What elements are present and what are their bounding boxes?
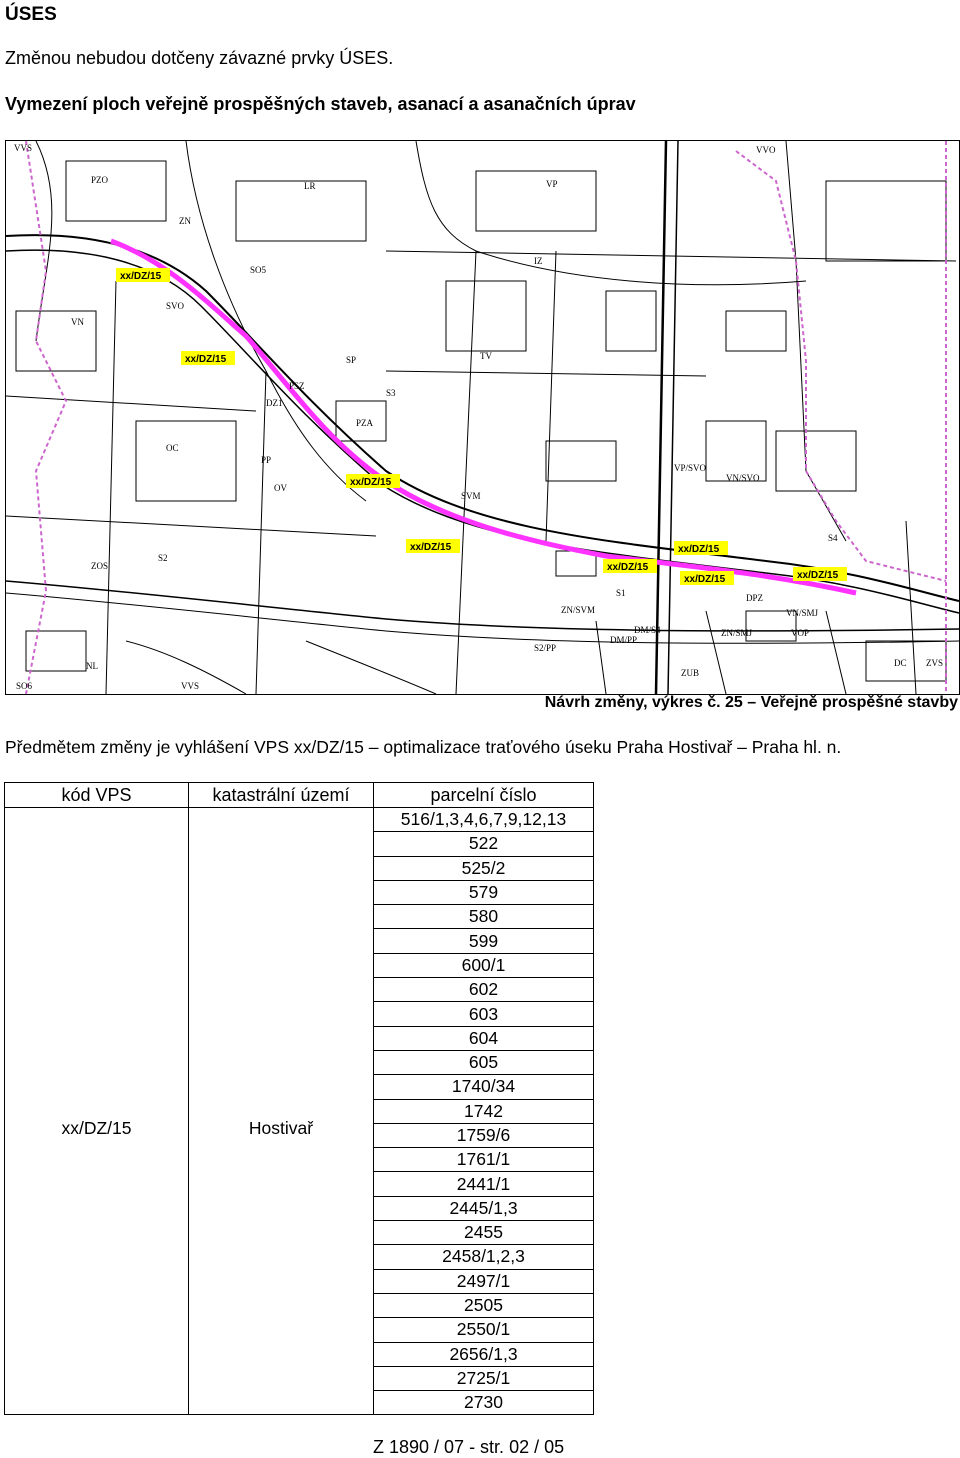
parcel-number-cell: 579 — [374, 880, 594, 904]
svg-text:DZ1: DZ1 — [266, 398, 283, 408]
svg-text:SO6: SO6 — [16, 681, 33, 691]
header-area: katastrální území — [189, 783, 374, 808]
header-parcel: parcelní číslo — [374, 783, 594, 808]
svg-text:VVS: VVS — [14, 143, 33, 153]
svg-text:VVS: VVS — [181, 681, 200, 691]
parcel-number-cell: 2730 — [374, 1391, 594, 1415]
svg-text:PZA: PZA — [356, 418, 374, 428]
subject-statement: Předmětem změny je vyhlášení VPS xx/DZ/15 – optimalizace traťového úseku Praha Hostivař – Praha hl. n. — [5, 737, 842, 757]
svg-text:ZVS: ZVS — [926, 658, 944, 668]
parcel-number-cell: 605 — [374, 1050, 594, 1074]
svg-text:xx/DZ/15: xx/DZ/15 — [350, 477, 392, 488]
svg-text:IZ: IZ — [534, 256, 543, 266]
svg-text:VP/SVO: VP/SVO — [674, 463, 707, 473]
parcel-number-cell: 522 — [374, 832, 594, 856]
svg-text:NL: NL — [86, 661, 98, 671]
svg-text:VVO: VVO — [756, 145, 776, 155]
svg-text:DPZ: DPZ — [746, 593, 764, 603]
parcel-number-cell: 599 — [374, 929, 594, 953]
parcel-number-cell: 2445/1,3 — [374, 1196, 594, 1220]
svg-text:PSZ: PSZ — [289, 381, 305, 391]
svg-text:xx/DZ/15: xx/DZ/15 — [678, 544, 720, 555]
svg-text:S2: S2 — [158, 553, 168, 563]
parcel-number-cell: 1742 — [374, 1099, 594, 1123]
table-row — [5, 808, 594, 832]
parcel-number-cell: 2458/1,2,3 — [374, 1245, 594, 1269]
parcel-number-cell: 2725/1 — [374, 1366, 594, 1390]
svg-text:xx/DZ/15: xx/DZ/15 — [684, 574, 726, 585]
svg-text:TV: TV — [480, 351, 492, 361]
vps-table — [4, 782, 594, 1415]
svg-text:PP: PP — [261, 455, 272, 465]
svg-text:xx/DZ/15: xx/DZ/15 — [797, 570, 839, 581]
svg-text:DM/S4: DM/S4 — [634, 625, 661, 635]
parcel-number-cell: 2455 — [374, 1221, 594, 1245]
svg-text:SVO: SVO — [166, 301, 185, 311]
parcel-number-cell: 2550/1 — [374, 1318, 594, 1342]
svg-text:SO5: SO5 — [250, 265, 267, 275]
svg-text:S1: S1 — [616, 588, 626, 598]
svg-text:OC: OC — [166, 443, 179, 453]
svg-text:ZN/SMJ: ZN/SMJ — [721, 628, 753, 638]
svg-text:xx/DZ/15: xx/DZ/15 — [120, 271, 162, 282]
svg-text:S2/PP: S2/PP — [534, 643, 557, 653]
svg-text:ZN: ZN — [179, 216, 191, 226]
svg-text:SVM: SVM — [461, 491, 481, 501]
svg-text:xx/DZ/15: xx/DZ/15 — [410, 542, 452, 553]
svg-text:LR: LR — [304, 181, 316, 191]
svg-text:ZOS: ZOS — [91, 561, 109, 571]
uses-statement: Změnou nebudou dotčeny závazné prvky ÚSES. — [5, 48, 394, 68]
cadastral-area-cell: Hostivař — [189, 808, 374, 1415]
parcel-number-cell: 602 — [374, 978, 594, 1002]
svg-text:ZUB: ZUB — [681, 668, 699, 678]
vps-code-cell: xx/DZ/15 — [5, 808, 189, 1415]
parcel-number-cell: 525/2 — [374, 856, 594, 880]
svg-text:S3: S3 — [386, 388, 396, 398]
svg-text:VOP: VOP — [791, 628, 810, 638]
svg-text:DM/PP: DM/PP — [610, 635, 638, 645]
svg-text:VN: VN — [71, 317, 84, 327]
parcel-number-cell: 1759/6 — [374, 1123, 594, 1147]
svg-text:VN/SVO: VN/SVO — [726, 473, 760, 483]
map-caption: Návrh změny, výkres č. 25 – Veřejně prospěšné stavby — [544, 694, 958, 711]
parcel-number-cell: 604 — [374, 1026, 594, 1050]
svg-text:PZO: PZO — [91, 175, 109, 185]
parcel-number-cell: 2441/1 — [374, 1172, 594, 1196]
parcel-number-cell: 600/1 — [374, 953, 594, 977]
svg-text:OV: OV — [274, 483, 287, 493]
svg-text:xx/DZ/15: xx/DZ/15 — [607, 562, 649, 573]
svg-text:VP: VP — [546, 179, 558, 189]
parcel-number-cell: 2505 — [374, 1293, 594, 1317]
header-code: kód VPS — [5, 783, 189, 808]
parcel-number-cell: 1761/1 — [374, 1148, 594, 1172]
vps-heading: Vymezení ploch veřejně prospěšných staveb, asanací a asanačních úprav — [5, 94, 636, 114]
cadastral-map — [5, 140, 960, 695]
svg-text:S4: S4 — [828, 533, 838, 543]
svg-text:VN/SMJ: VN/SMJ — [786, 608, 819, 618]
svg-text:DC: DC — [894, 658, 907, 668]
parcel-number-cell: 516/1,3,4,6,7,9,12,13 — [374, 808, 594, 832]
parcel-number-cell: 603 — [374, 1002, 594, 1026]
page-footer: Z 1890 / 07 - str. 02 / 05 — [373, 1437, 565, 1457]
section-heading: ÚSES — [5, 4, 57, 25]
parcel-number-cell: 1740/34 — [374, 1075, 594, 1099]
parcel-number-cell: 2656/1,3 — [374, 1342, 594, 1366]
svg-text:ZN/SVM: ZN/SVM — [561, 605, 596, 615]
svg-text:xx/DZ/15: xx/DZ/15 — [185, 354, 227, 365]
svg-text:SP: SP — [346, 355, 357, 365]
parcel-number-cell: 580 — [374, 905, 594, 929]
parcel-number-cell: 2497/1 — [374, 1269, 594, 1293]
